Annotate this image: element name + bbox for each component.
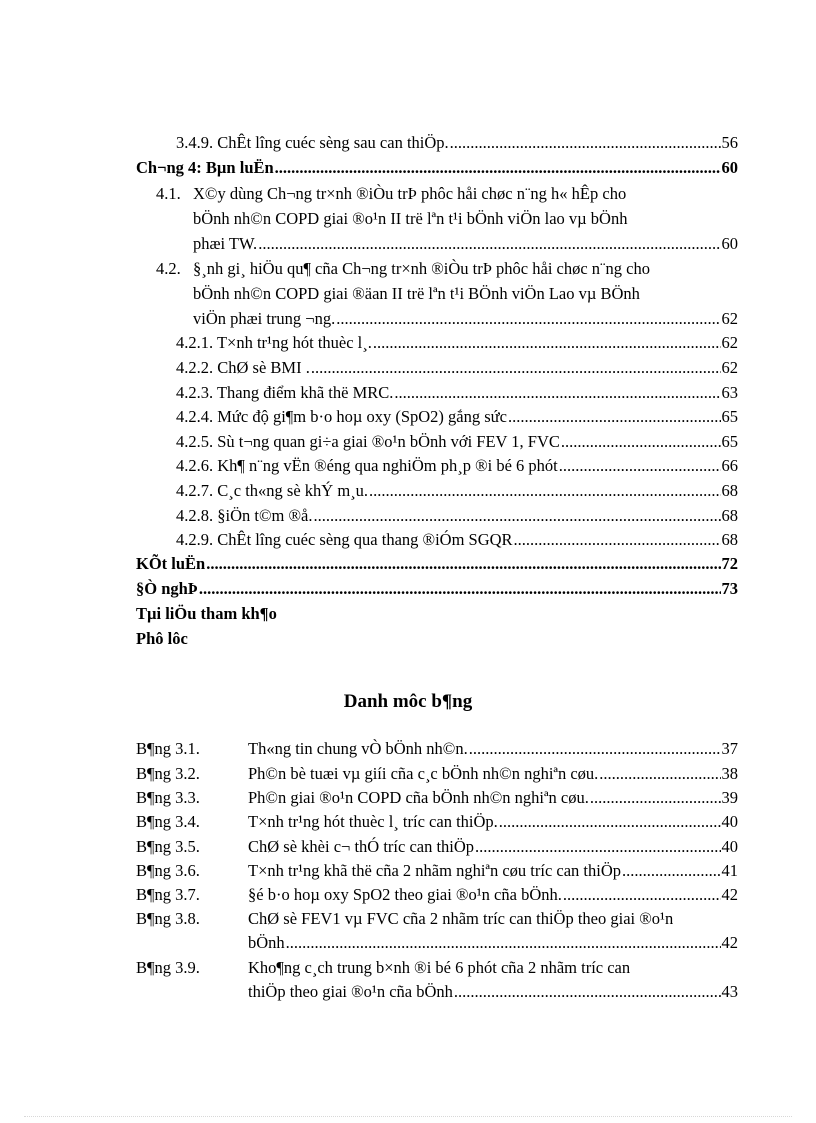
toc-entry-title: 4.2.9. ChÊt lîng cuéc sèng qua thang ®iÓm SGQR (176, 530, 513, 549)
toc-leader-dots (311, 357, 721, 379)
toc-leader-dots (336, 308, 720, 330)
table-label: B¶ng 3.1. (136, 739, 200, 758)
toc-entry-page: 65 (721, 407, 738, 426)
toc-leader-dots (563, 884, 721, 906)
toc-entry-title: 3.4.9. ChÊt lîng cuéc sèng sau can thiÖp. (176, 133, 449, 152)
toc-leader-dots (394, 382, 720, 404)
toc-leader-dots (313, 505, 720, 527)
toc-leader-dots (469, 738, 721, 760)
table-entry-title: Ph©n bè tuæi vµ giíi cña c¸c bÖnh nh©n nghiªn cøu. (248, 764, 599, 783)
toc-leader-dots (454, 981, 721, 1003)
table-label: B¶ng 3.4. (136, 812, 200, 831)
toc-entry-page: 62 (721, 309, 738, 328)
table-entry-3-7[interactable] (248, 884, 738, 906)
table-entry-page: 37 (721, 739, 738, 758)
toc-entry-title: viÖn phæi trung ¬ng. (193, 309, 336, 328)
toc-entry-4-2-line-3[interactable] (193, 308, 738, 330)
toc-leader-dots (199, 578, 721, 600)
table-entry-3-9-line-1[interactable]: Kho¶ng c¸ch trung b×nh ®i bé 6 phót cña 2 nhãm tríc can (248, 958, 631, 977)
toc-leader-dots (373, 332, 721, 354)
table-entry-title: thiÖp theo giai ®o¹n cña bÖnh (248, 982, 453, 1001)
toc-entry-title: 4.2.4. Mức độ gi¶m b·o hoµ oxy (SpO2) gắng sức (176, 407, 507, 426)
toc-leader-dots (275, 157, 721, 179)
toc-entry-4-2-line-2[interactable]: bÖnh nh©n COPD giai ®äan II trë lªn t¹i BÖnh viÖn Lao vµ BÖnh (193, 284, 640, 303)
toc-entry-title: §Ò nghÞ (136, 579, 198, 598)
toc-entry-4-1-line-2[interactable]: bÖnh nh©n COPD giai ®o¹n II trë lªn t¹i bÖnh viÖn lao vµ bÖnh (193, 209, 628, 228)
table-entry-title: ChØ sè khèi c¬ thÓ tríc can thiÖp (248, 837, 475, 856)
toc-leader-dots (369, 480, 720, 502)
toc-leader-dots (590, 787, 721, 809)
toc-entry-4-2-5[interactable] (176, 431, 738, 453)
toc-leader-dots (514, 529, 721, 551)
toc-entry-4-1-line-1[interactable]: X©y dùng Ch¬ng tr×nh ®iÒu trÞ phôc håi chøc n¨ng h« hÊp cho (193, 184, 627, 203)
toc-entry-page: 63 (721, 383, 738, 402)
toc-entry-4-2-6[interactable] (176, 455, 738, 477)
table-entry-page: 38 (721, 764, 738, 783)
page-bottom-rule (24, 1116, 792, 1117)
toc-entry-4-2-3[interactable] (176, 382, 738, 404)
table-entry-page: 42 (721, 933, 738, 952)
toc-entry-title: 4.2.8. §iÖn t©m ®å. (176, 506, 313, 525)
toc-entry-page: 65 (721, 432, 738, 451)
table-label: B¶ng 3.2. (136, 764, 200, 783)
toc-leader-dots (599, 763, 720, 785)
toc-entry-4-2-1[interactable] (176, 332, 738, 354)
toc-entry-title: phæi TW. (193, 234, 258, 253)
table-entry-page: 42 (721, 885, 738, 904)
table-entry-3-9[interactable] (248, 981, 738, 1003)
toc-leader-dots (450, 132, 721, 154)
table-entry-3-4[interactable] (248, 811, 738, 833)
toc-entry-page: 66 (721, 456, 738, 475)
toc-entry-title: KÕt luËn (136, 554, 206, 573)
table-entry-title: Th«ng tin chung vÒ bÖnh nh©n. (248, 739, 468, 758)
toc-entry-chapter-4[interactable] (136, 157, 738, 179)
toc-entry-page: 68 (721, 481, 738, 500)
toc-entry-recommendation[interactable] (136, 578, 738, 600)
toc-entry-title: 4.2.2. ChØ sè BMI . (176, 358, 310, 377)
table-entry-3-8-line-1[interactable]: ChØ sè FEV1 vµ FVC cña 2 nhãm tríc can thiÖp theo giai ®o¹n (248, 909, 674, 928)
toc-entry-references[interactable]: Tµi liÖu tham kh¶o (136, 604, 277, 623)
toc-entry-page: 56 (721, 133, 738, 152)
toc-entry-4-2-7[interactable] (176, 480, 738, 502)
toc-leader-dots (508, 406, 721, 428)
table-entry-3-2[interactable] (248, 763, 738, 785)
toc-entry-4-2-2[interactable] (176, 357, 738, 379)
toc-entry-4-2-4[interactable] (176, 406, 738, 428)
toc-leader-dots (258, 233, 720, 255)
toc-entry-4-1-number: 4.1. (156, 184, 181, 203)
table-entry-title: T×nh tr¹ng khã thë cña 2 nhãm nghiªn cøu tríc can thiÖp (248, 861, 621, 880)
toc-leader-dots (622, 860, 721, 882)
toc-entry-page: 68 (721, 530, 738, 549)
table-entry-3-5[interactable] (248, 836, 738, 858)
table-label: B¶ng 3.8. (136, 909, 200, 928)
table-label: B¶ng 3.5. (136, 837, 200, 856)
toc-entry-4-1-line-3[interactable] (193, 233, 738, 255)
toc-entry-title: 4.2.7. C¸c th«ng sè khÝ m¸u. (176, 481, 369, 500)
toc-entry-3-4-9[interactable] (176, 132, 738, 154)
toc-entry-page: 68 (721, 506, 738, 525)
table-entry-3-1[interactable] (248, 738, 738, 760)
toc-entry-page: 73 (721, 579, 738, 598)
toc-entry-title: 4.2.6. Kh¶ n¨ng vËn ®éng qua nghiÖm ph¸p ®i bé 6 phót (176, 456, 558, 475)
toc-leader-dots (499, 811, 721, 833)
toc-entry-page: 72 (721, 554, 738, 573)
toc-entry-page: 60 (721, 234, 738, 253)
toc-entry-conclusion[interactable] (136, 553, 738, 575)
table-entry-title: §é b·o hoµ oxy SpO2 theo giai ®o¹n cña bÖnh. (248, 885, 562, 904)
table-label: B¶ng 3.6. (136, 861, 200, 880)
table-label: B¶ng 3.7. (136, 885, 200, 904)
table-entry-title: Ph©n giai ®o¹n COPD cña bÖnh nh©n nghiªn cøu. (248, 788, 589, 807)
toc-leader-dots (559, 455, 721, 477)
table-entry-3-6[interactable] (248, 860, 738, 882)
table-entry-page: 40 (721, 812, 738, 831)
toc-entry-page: 60 (721, 158, 738, 177)
toc-entry-title: Ch¬ng 4: Bµn luËn (136, 158, 274, 177)
toc-entry-4-2-8[interactable] (176, 505, 738, 527)
table-entry-page: 41 (721, 861, 738, 880)
table-label: B¶ng 3.9. (136, 958, 200, 977)
table-entry-page: 43 (721, 982, 738, 1001)
toc-leader-dots (475, 836, 720, 858)
table-entry-page: 40 (721, 837, 738, 856)
toc-entry-4-2-line-1[interactable]: §¸nh gi¸ hiÖu qu¶ cña Ch¬ng tr×nh ®iÒu trÞ phôc håi chøc n¨ng cho (193, 259, 651, 278)
toc-leader-dots (561, 431, 721, 453)
toc-entry-page: 62 (721, 358, 738, 377)
toc-entry-page: 62 (721, 333, 738, 352)
table-entry-title: bÖnh (248, 933, 285, 952)
table-entry-page: 39 (721, 788, 738, 807)
toc-entry-title: 4.2.3. Thang điểm khã thë MRC. (176, 383, 394, 402)
toc-entry-title: 4.2.1. T×nh tr¹ng hót thuèc l¸. (176, 333, 372, 352)
table-entry-3-8[interactable] (248, 932, 738, 954)
toc-entry-4-2-number: 4.2. (156, 259, 181, 278)
toc-entry-title: 4.2.5. Sù t¬ng quan gi÷a giai ®o¹n bÖnh với FEV 1, FVC (176, 432, 560, 451)
table-label: B¶ng 3.3. (136, 788, 200, 807)
toc-entry-appendix[interactable]: Phô lôc (136, 629, 188, 648)
toc-leader-dots (286, 932, 721, 954)
list-of-tables-heading: Danh môc b¶ng (343, 691, 473, 712)
toc-entry-4-2-9[interactable] (176, 529, 738, 551)
table-entry-3-3[interactable] (248, 787, 738, 809)
toc-leader-dots (206, 553, 720, 575)
table-entry-title: T×nh tr¹ng hót thuèc l¸ tríc can thiÖp. (248, 812, 498, 831)
